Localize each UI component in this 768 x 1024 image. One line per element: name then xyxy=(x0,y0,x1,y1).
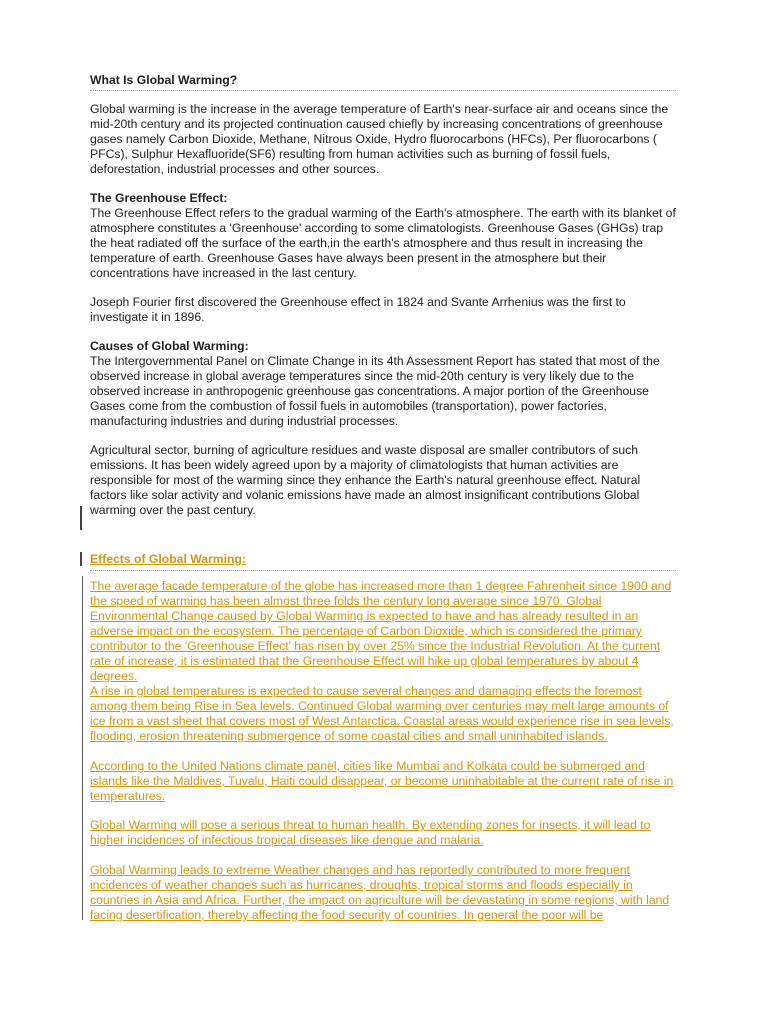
effects-paragraph-4[interactable]: Global Warming will pose a serious threat to human health. By extending zones for insects, it will lead to higher incidences of infectious tropical diseases like dengue and malaria. xyxy=(90,818,651,847)
causes-heading: Causes of Global Warming: xyxy=(90,339,249,353)
text-cursor-marker xyxy=(80,552,82,566)
greenhouse-section xyxy=(90,191,680,281)
fourier-paragraph: Joseph Fourier first discovered the Greenhouse effect in 1824 and Svante Arrhenius was the first to investigate it in 1896. xyxy=(90,295,626,324)
page-title: What Is Global Warming? xyxy=(90,73,676,91)
effects-paragraph-2[interactable]: A rise in global temperatures is expected to cause several changes and damaging effects the foremost among them being Rise in Sea levels. Continued Global warming over centuries may melt large amounts of ice from a vast sheet that covers most of West Antarctica. Coastal areas would experience rise in sea levels, flooding, erosion threatening submergence of some coastal cities and small uninhabited islands. xyxy=(90,684,674,743)
agriculture-paragraph: Agricultural sector, burning of agriculture residues and waste disposal are smaller contributors of such emissions. It has been widely agreed upon by a majority of climatologists that human activities are responsible for most of the warming since they enhance the Earth's natural greenhouse effect. Natural factors like solar activity and volanic emissions have made an almost insignificant contributions Global warming over the past century. xyxy=(90,443,641,517)
intro-paragraph: Global warming is the increase in the average temperature of Earth's near-surface air and oceans since the mid-20th century and its projected continuation caused chiefly by increasing concentrations of greenhouse gases namely Carbon Dioxide, Methane, Nitrous Oxide, Hydro fluorocarbons (HFCs), Per fluorocarbons ( PFCs), Sulphur Hexafluoride(SF6) resulting from human activities such as burning of fossil fuels, deforestation, industrial processes and other sources. xyxy=(90,102,669,176)
text-cursor-marker xyxy=(80,506,82,530)
effects-paragraph-1[interactable]: The average facade temperature of the globe has increased more than 1 degree Fahrenheit since 1900 and the speed of warming has been almost three folds the century long average since 1970. Global Environmental Change caused by Global Warming is expected to have and has already resulted in an adverse impact on the ecosystem. The percentage of Carbon Dioxide, which is considered the primary contributor to the 'Greenhouse Effect' has risen by over 25% since the Industrial Revolution. At the current rate of increase, it is estimated that the Greenhouse Effect will hike up global temperatures by about 4 degrees. xyxy=(90,579,672,683)
greenhouse-heading: The Greenhouse Effect: xyxy=(90,191,228,205)
causes-section xyxy=(90,339,680,429)
effects-paragraph-3[interactable]: According to the United Nations climate panel, cities like Mumbai and Kolkata could be submerged and islands like the Maldives, Tuvalu, Haiti could disappear, or become uninhabitable at the current rate of rise in temperatures. xyxy=(90,759,674,803)
greenhouse-body: The Greenhouse Effect refers to the gradual warming of the Earth's atmosphere. The earth with its blanket of atmosphere constitutes a 'Greenhouse' according to some climatologists. Greenhouse Gases (GHGs) trap the heat radiated off the surface of the earth,in the earth's atmosphere and thus result in increasing the temperature of earth. Greenhouse Gases have always been present in the atmosphere but their concentrations have increased in the last century. xyxy=(90,206,676,280)
change-bar xyxy=(82,576,83,920)
effects-paragraph-5[interactable]: Global Warming leads to extreme Weather changes and has reportedly contributed to more frequent incidences of weather changes such as hurricanes, droughts, tropical storms and floods especially in countries in Asia and Africa. Further, the impact on agriculture will be devastating in some regions, with land facing desertification, thereby affecting the food security of countries. In general the poor will be xyxy=(90,863,670,922)
causes-body: The Intergovernmental Panel on Climate Change in its 4th Assessment Report has stated that most of the observed increase in global average temperatures since the mid-20th century is very likely due to the observed increase in anthropogenic greenhouse gas concentrations. A major portion of the Greenhouse Gases come from the combustion of fossil fuels in automobiles (transportation), power factories, manufacturing industries and during industrial processes. xyxy=(90,354,660,428)
effects-heading-link[interactable]: Effects of Global Warming: xyxy=(90,552,676,571)
